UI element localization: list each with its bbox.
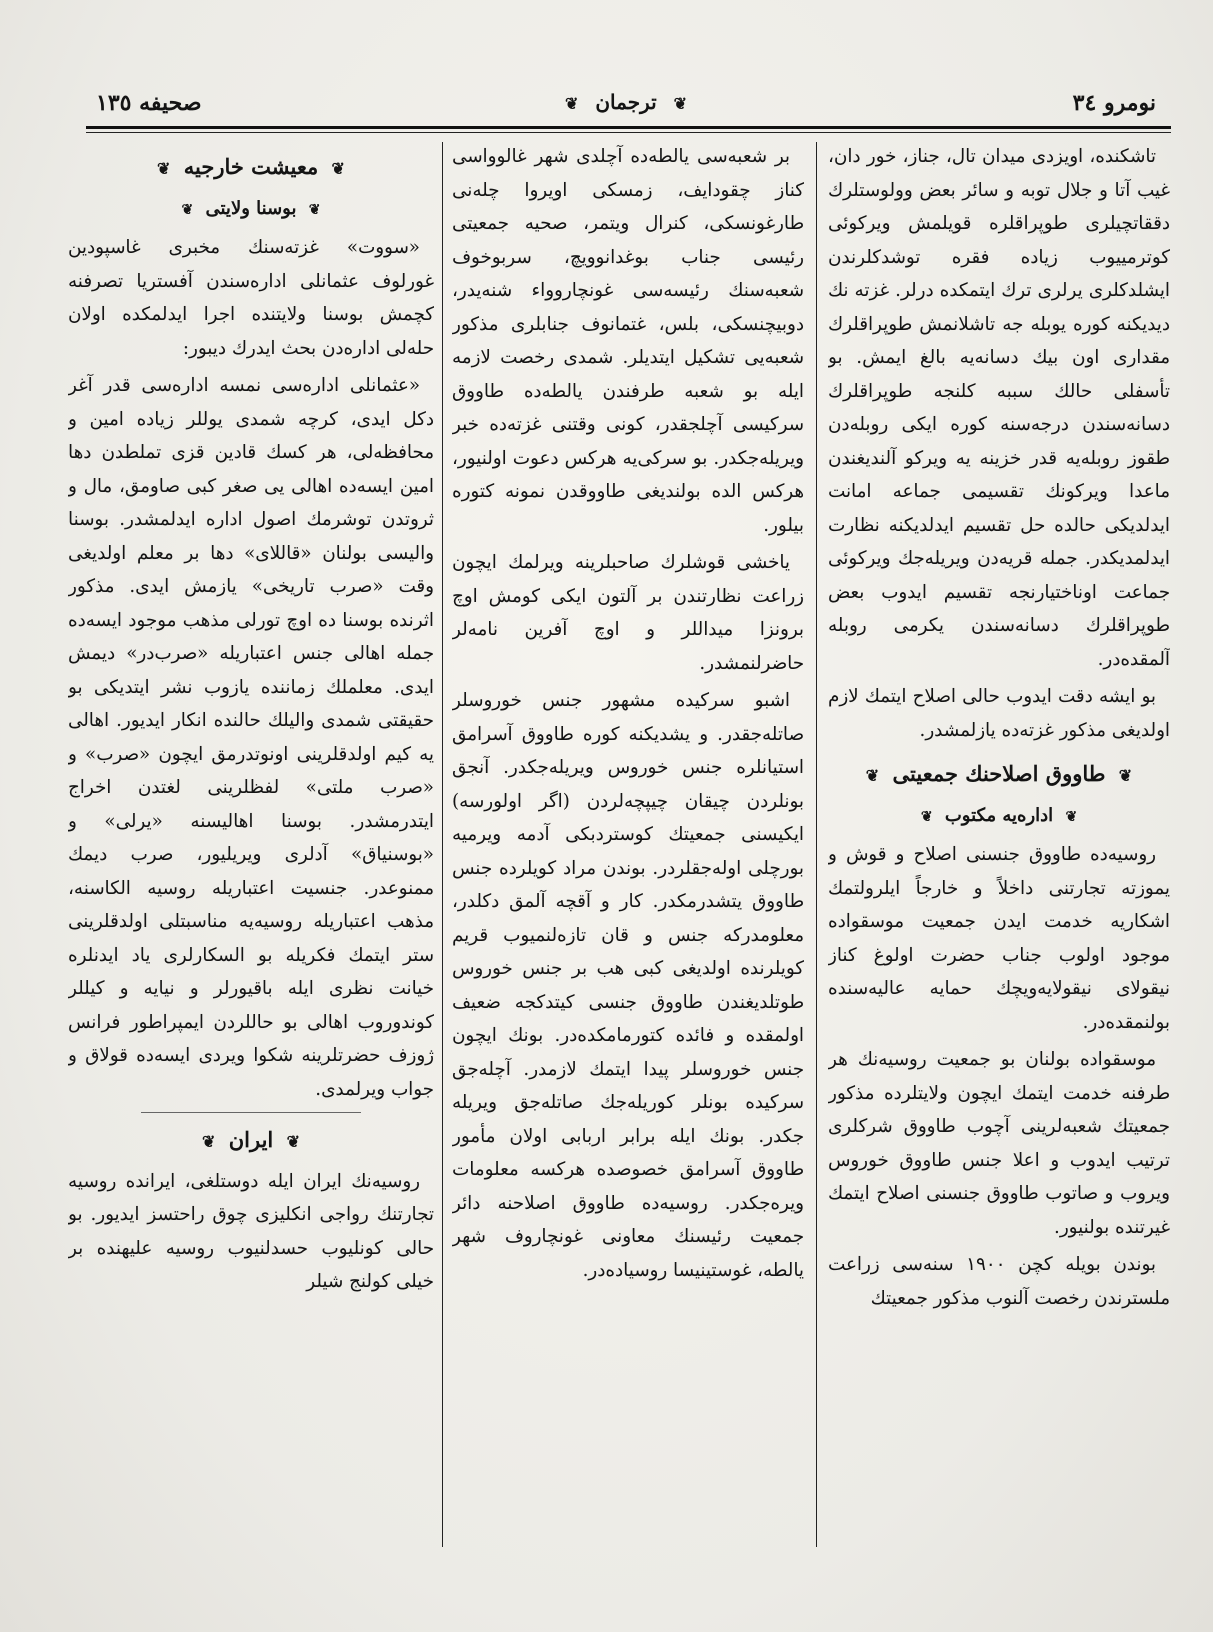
ornament-icon: ❦ <box>202 1132 216 1151</box>
ornament-icon: ❦ <box>1065 808 1078 825</box>
ornament-icon: ❦ <box>865 766 880 785</box>
sub-heading <box>68 192 434 228</box>
article-paragraph: اشبو سركيده مشهور جنس خوروسلر صاتله‌جقدر. و يشديكنه كوره طاووق آسرامق استيانلره جنس خوروس ويريله‌جكدر. آنجق بونلردن چيقان چيپچه‌لردن (اگر اولورسه) ايكيسنى جمعيتك كوستردبكى آدمه ويرميه بورچلى اوله‌جقلردر. بوندن مراد كويلرده جنس طاووق يتشدرمكدر. كار و آقچه آلمق دكلدر، معلومدركه جنس و قان تازه‌لنميوب قريم كويلرنده اولديغى كبى هب بر جنس خوروس طوتلديغندن طاووق جنسى كيتدكجه ضعيف اولمقده و فائده كتورمامكده‌در. بونك ايچون جنس خوروسلر پيدا ايتمك لازمدر. آچله‌جق سركيده بونلر كوريله‌جك صاتله‌جق ويريله جكدر. بونك ايله برابر اربابى اولان مأمور طاووق آسرامق خصوصده هركسه معلومات ويره‌جكدر. روسيه‌ده طاووق اصلاحنه دائر جمعيت رئيسنك معاونى غونچاروف شهر يالطه، غوستينيسا روسيا‌ده‌در. <box>452 690 804 1281</box>
article-paragraph: ياخشى قوشلرك صاحبلرينه ويرلمك ايچون زراعت نظارتندن بر آلتون ايكى كومش اوچ برونزا ميداللر و اوچ آفرين نامه‌لر حاضرلنمشدر. <box>452 552 804 674</box>
article-paragraph: تاشكنده، اويزدى ميدان تال، جناز، خور دان، غيب آتا و جلال توبه و سائر بعض وولوستلرك دققاتچيلرى طوپراقلره قويلمش ويركوئى كوترمييوب زياده فقره توشدكلرندن ايشلدكلرى يرلرى ترك ايتمكده درلر. غزته نك ديديكنه كوره يوبله جه تاشلانمش طوپراقلرك مقدارى اون بيك دسانه‌يه بالغ ايمش. بو تأسفلى حالك سببه كلنجه طوپراقلرك دسانه‌سندن درجه‌سنه كوره ايكى روبله‌دن طقوز روبله‌يه قدر خزينه يه ويركو آلنديغندن ماعدا ويركونك تقسيمى جماعه امانت ايدلديكى حالده حل تقسيم ايدلديكنه نظارت ايدلمديكدر. جمله قريه‌دن ويريله‌جك ويركوئى جماعت اوناختيارنجه تقسيم ايدوب بعض طوپراقلرك دسانه‌سندن يكرمى روبله آلمقده‌در. <box>828 146 1170 670</box>
column-divider <box>442 142 443 1547</box>
ornament-icon: ❦ <box>286 1132 300 1151</box>
article-paragraph: بوندن بويله كچن ١٩٠٠ سنه‌سى زراعت ملسترندن رخصت آلنوب مذكور جمعيتك <box>828 1254 1170 1309</box>
page-number: صحيفه ١٣٥ <box>96 90 202 116</box>
issue-number: نومرو ٣٤ <box>1072 90 1156 116</box>
sub-title: اداره‌يه مكتوب <box>944 804 1054 826</box>
section-title: طاووق اصلاحنك جمعيتى <box>892 761 1106 786</box>
page-header <box>86 86 1166 126</box>
section-heading <box>68 150 434 186</box>
sub-title: بوسنا ولايتى <box>205 197 297 219</box>
header-rule-thin <box>86 132 1171 133</box>
ornament-icon: ❦ <box>564 94 579 113</box>
ornament-icon: ❦ <box>157 159 171 178</box>
title-text: ترجمان <box>595 90 657 114</box>
column-left <box>68 140 434 1580</box>
header-rule <box>86 126 1171 129</box>
ornament-icon: ❦ <box>308 201 321 218</box>
ornament-icon: ❦ <box>181 201 194 218</box>
column-divider <box>816 142 817 1547</box>
section-title: معيشت خارجيه <box>183 154 319 179</box>
article-paragraph: روسيه‌ده طاووق جنسنى اصلاح و قوش و يموزته تجارتنى داخلاً و خارجاً ايلرولتمك اشكاريه خدمت ايدن جمعيت موسقواده موجود اولوب جناب حضرت اولوغ كناز نيقولاى نيقولايه‌ويچك حمايه عاليه‌سنده بولنمقده‌در. <box>828 844 1170 1033</box>
section-heading <box>828 757 1170 793</box>
divider <box>141 1112 361 1113</box>
article-paragraph: بو ايشه دقت ايدوب حالى اصلاح ايتمك لازم اولديغى مذكور غزته‌ده يازلمشدر. <box>828 686 1170 741</box>
article-paragraph: بر شعبه‌سى يالطه‌ده آچلدى شهر غالوواسى كناز چقودايف، زمسكى اويروا چله‌نى طارغونسكى، كنرال ويتمر، صحيه جمعيتى رئيسى جناب بوغدانوويچ، سربوخوف شعبه‌سنك رئيسه‌سى غونچاروواء شنه‌يدر، دوبيچنسكى، بلس، غتمانوف جنابلرى مذكور شعبه‌يى تشكيل ايتديلر. شمدى رخصت لازمه ايله بو شعبه طرفندن يالطه‌ده طاووق سركيسى آچلجقدر، كونى وقتنى غزته‌ده خبر ويريله‌جكدر. بو سركى‌يه هركس دعوت اولنيور، هركس الده بولنديغى طاووقدن نمونه كتوره بيلور. <box>452 146 804 536</box>
ornament-icon: ❦ <box>673 94 688 113</box>
article-paragraph: موسقواده بولنان بو جمعيت روسيه‌نك هر طرفنه خدمت ايتمك ايچون ولايتلرده مذكور جمعيتك شعبه‌لرينى آچوب طاووق شركلرى ترتيب ايدوب و اعلا جنس طاووق خوروس ويروب و صاتوب طاووق جنسنى اصلاح ايتمك غيرتنده بولنيور. <box>828 1049 1170 1238</box>
article-paragraph: «عثمانلى اداره‌سى نمسه اداره‌سى قدر آغر دكل ايدى، كرچه شمدى يوللر زياده امين و محافظه‌لى، هر كسك قادين قزى تملطدن دها امين ايسه‌ده اهالى يى صغر كبى صاومق، مال و ثروتدن توشرمك اصول اداره ايدلمشدر. بوسنا واليسى بولنان «قاللاى» دها بر معلم اولديغى وقت «صرب تاريخى» يازمش ايدى. مذكور اثرنده بوسنا ده اوچ تورلى مذهب موجود ايسه‌ده جمله اهالى جنس اعتباريله «صرب‌در» ديمش ايدى. معلملك زماننده يازوب نشر ايتديكى بو حقيقتى شمدى واليلك حالنده انكار ايديور. اهالى يه كيم اولدقلرينى اونوتدرمق ايچون «صرب» و «صرب ملتى» لفظلرينى لغتدن اخراج ايتدرمشدر. بوسنا اهاليسنه «يرلى» و «بوسنياق» آدلرى ويريليور، صرب ديمك ممنوعدر. جنسيت اعتباريله روسيه الكاسنه، مذهب اعتباريله روسيه‌يه مناسبتلى اولدقلرينى ستر ايتمك فكريله بو السكارلرى ياد ايدنلره خيانت نظرى ايله باقيورلر و نيايه و كيللر كوندوروب اهالى بو حاللردن ايمپراطور فرانس ژوزف حضرتلرينه شكوا ويردى ايسه‌ده قولاق و جواب ويرلمدى. <box>68 375 434 1100</box>
column-middle <box>452 140 804 1580</box>
article-paragraph: روسيه‌نك ايران ايله دوستلغى، ايرانده روسيه تجارتنك رواجى انكليزى چوق راحتسز ايديور. بو حالى كونليوب حسدلنيوب روسيه عليهنده بر خيلى كولنج شيلر <box>68 1170 434 1292</box>
ornament-icon: ❦ <box>1118 766 1133 785</box>
newspaper-title <box>86 90 1166 114</box>
article-paragraph: «سووت» غزته‌سنك مخبرى غاسپودين غورلوف عثمانلى اداره‌سندن آفستريا تصرفنه كچمش بوسنا ولايتنده اجرا ايدلمكده اولان حله‌لى اداره‌دن بحث ايدرك ديبور: <box>68 237 434 359</box>
section-heading <box>68 1123 434 1159</box>
ornament-icon: ❦ <box>920 808 933 825</box>
sub-heading <box>828 799 1170 835</box>
ornament-icon: ❦ <box>331 159 345 178</box>
column-right <box>828 140 1170 1580</box>
section-title: ايران <box>228 1127 274 1152</box>
